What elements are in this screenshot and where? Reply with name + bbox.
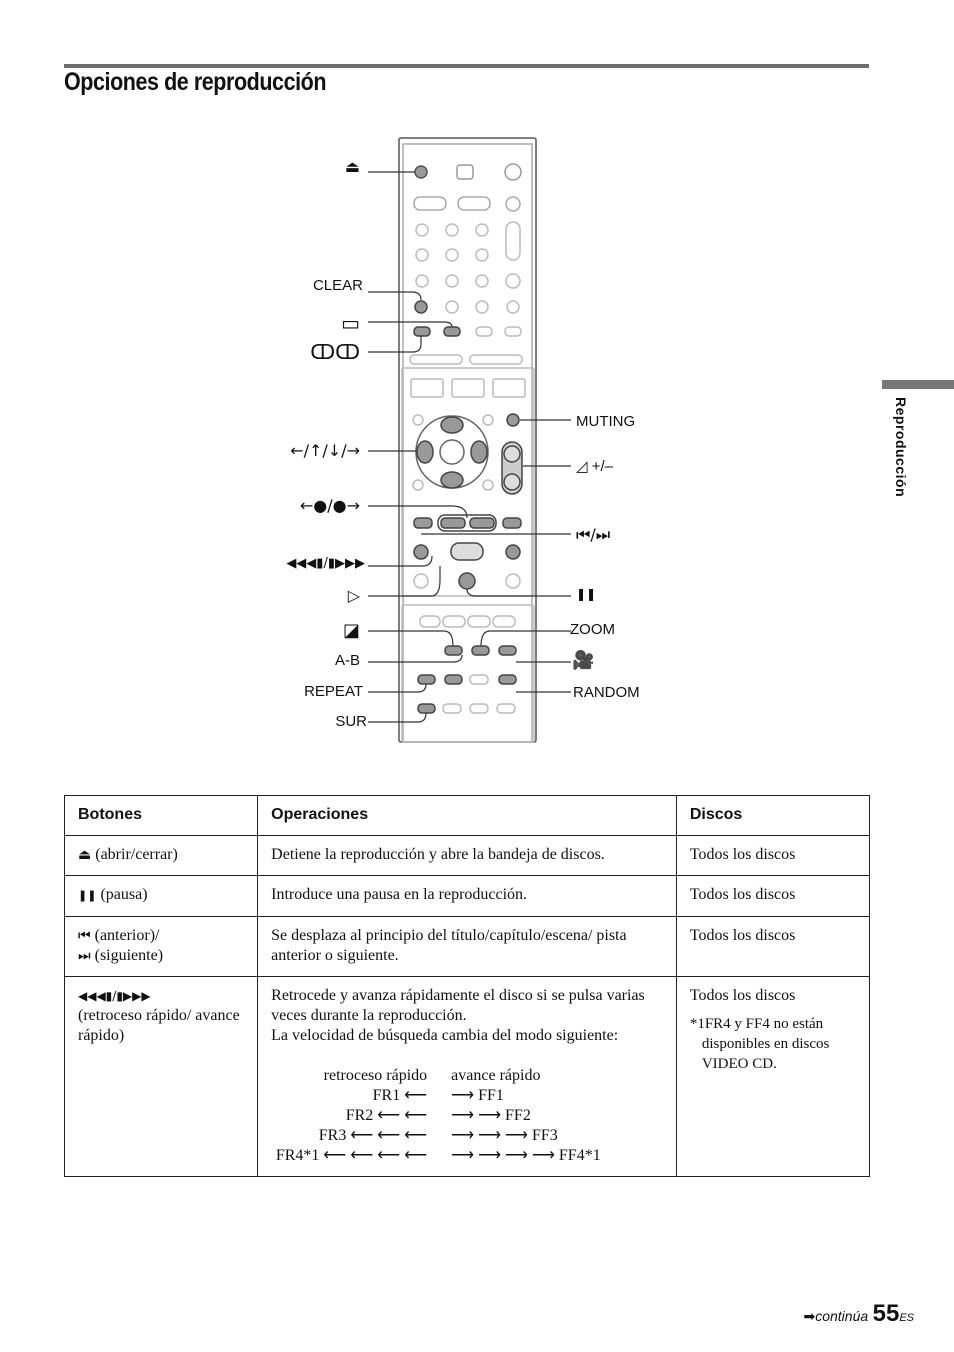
speed-right: ⟶ ⟶ ⟶ ⟶ FF4*1 [451, 1147, 601, 1164]
angle-icon: ◪ [342, 620, 360, 641]
operation-text: La velocidad de búsqueda cambia del modo siguiente: [271, 1027, 619, 1044]
ab-label: A-B [334, 652, 360, 669]
button-name: (siguiente) [94, 947, 164, 964]
speed-left: FR4*1 ⟵ ⟵ ⟵ ⟵ [275, 1147, 428, 1164]
button-cell [65, 876, 258, 917]
speed-right: ⟶ ⟶ FF2 [451, 1107, 531, 1124]
zoom-label: ZOOM [570, 621, 615, 638]
speed-head-right: avance rápido [451, 1067, 541, 1084]
pause-icon: ❚❚ [576, 587, 597, 601]
play-icon: ▷ [347, 586, 360, 605]
discs-text: Todos los discos [689, 987, 796, 1004]
arrow-keys-icon: ←/↑/↓/→ [290, 441, 360, 460]
random-label: RANDOM [573, 684, 640, 701]
speed-left: FR1 ⟵ [372, 1087, 428, 1104]
eject-icon: ⏏ [344, 157, 360, 176]
camera-icon: 🎥 [572, 650, 595, 671]
header-operaciones: Operaciones [258, 796, 677, 836]
next-icon: ⏭ [78, 948, 91, 964]
page-number: 55 [872, 1300, 900, 1327]
speed-right: ⟶ FF1 [451, 1087, 504, 1104]
footnote: *1FR4 y FF4 no están disponibles en discos VIDEO CD. [689, 1016, 830, 1072]
discs-cell: Todos los discos [676, 876, 869, 917]
scan-slow-icon: ◀◀◀▮/▮▶▶▶ [286, 556, 365, 571]
button-cell [65, 977, 258, 1177]
discs-cell [676, 977, 869, 1177]
subtitle-icon: ▭ [341, 311, 360, 335]
button-name: (abrir/cerrar) [95, 846, 178, 863]
repeat-label: REPEAT [304, 683, 363, 700]
replay-advance-icon: ←●/●→ [299, 496, 360, 515]
speed-left: FR3 ⟵ ⟵ ⟵ [318, 1127, 428, 1144]
speed-left: FR2 ⟵ ⟵ [345, 1107, 428, 1124]
speed-right: ⟶ ⟶ ⟶ FF3 [451, 1127, 558, 1144]
table-row [65, 836, 870, 876]
discs-cell: Todos los discos [676, 917, 869, 977]
arrow-right-icon: ➡ [803, 1309, 816, 1325]
page-title: Opciones de reproducción [64, 68, 327, 96]
button-name: (anterior)/ [94, 927, 160, 944]
page-lang: ES [899, 1312, 914, 1324]
sur-label: SUR [335, 713, 367, 730]
eject-icon: ⏏ [78, 847, 92, 863]
audio-icon: ↀↀ [310, 340, 360, 364]
pause-icon: ❚❚ [78, 889, 97, 902]
table-row [65, 977, 870, 1177]
operation-cell: Introduce una pausa en la reproducción. [258, 876, 677, 917]
page-footer [803, 1300, 914, 1328]
operation-cell: Detiene la reproducción y abre la bandeja de discos. [258, 836, 677, 876]
speed-table [271, 1066, 663, 1166]
button-cell [65, 836, 258, 876]
operation-cell: Se desplaza al principio del título/capítulo/escena/ pista anterior o siguiente. [258, 917, 677, 977]
operation-text: Retrocede y avanza rápidamente el disco si se pulsa varias veces durante la reproducción. [271, 987, 645, 1024]
previous-icon: ⏮ [78, 928, 91, 944]
prev-next-icon: ⏮/⏭ [576, 525, 611, 544]
scan-icon: ◀◀◀▮/▮▶▶▶ [78, 989, 151, 1003]
muting-label: MUTING [576, 413, 636, 430]
table-header-row [65, 796, 870, 836]
speed-head-left: retroceso rápido [323, 1067, 428, 1084]
table-row [65, 917, 870, 977]
operation-cell [258, 977, 677, 1177]
button-name: (pausa) [100, 886, 148, 903]
volume-label: ◿ +/– [576, 458, 613, 475]
header-botones: Botones [65, 796, 258, 836]
continue-text: continúa [815, 1308, 869, 1324]
button-name: (retroceso rápido/ avance rápido) [78, 1007, 240, 1044]
button-cell [65, 917, 258, 977]
table-row [65, 876, 870, 917]
operations-table [64, 795, 870, 1177]
clear-label: CLEAR [312, 277, 363, 294]
section-side-label: Reproducción [893, 397, 909, 498]
header-discos: Discos [676, 796, 869, 836]
discs-cell: Todos los discos [676, 836, 869, 876]
